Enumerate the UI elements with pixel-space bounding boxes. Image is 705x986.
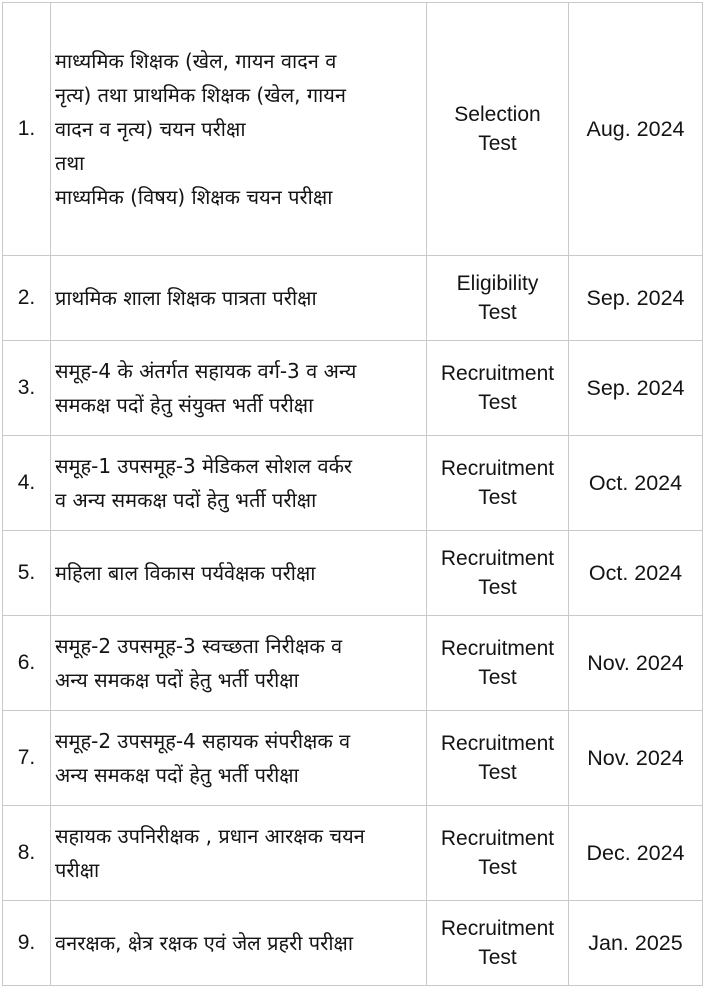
exam-name xyxy=(51,901,427,986)
exam-name xyxy=(51,806,427,901)
exam-type-line: Recruitment xyxy=(440,457,555,480)
exam-name-line: समूह-2 उपसमूह-4 सहायक संपरीक्षक व xyxy=(55,729,351,753)
exam-name xyxy=(51,531,427,616)
exam-date: Sep. 2024 xyxy=(569,256,703,341)
table-row xyxy=(3,711,703,806)
exam-date: Oct. 2024 xyxy=(569,436,703,531)
table-row xyxy=(3,616,703,711)
exam-name-line: व अन्य समकक्ष पदों हेतु भर्ती परीक्षा xyxy=(55,488,317,512)
exam-name-line: वनरक्षक, क्षेत्र रक्षक एवं जेल प्रहरी परीक्षा xyxy=(55,931,354,955)
exam-name-line: समकक्ष पदों हेतु संयुक्त भर्ती परीक्षा xyxy=(55,393,314,417)
exam-name-line: परीक्षा xyxy=(55,858,100,882)
exam-type xyxy=(427,806,569,901)
exam-name-line: वादन व नृत्य) चयन परीक्षा xyxy=(55,117,246,141)
exam-type-line: Test xyxy=(478,486,517,509)
exam-type-line: Test xyxy=(478,761,517,784)
row-number: 3. xyxy=(3,341,51,436)
exam-type-line: Recruitment xyxy=(440,637,555,660)
exam-type xyxy=(427,531,569,616)
exam-name-line: तथा xyxy=(55,151,85,175)
exam-name-line: अन्य समकक्ष पदों हेतु भर्ती परीक्षा xyxy=(55,668,299,692)
table-row xyxy=(3,531,703,616)
exam-name-line: माध्यमिक शिक्षक (खेल, गायन वादन व xyxy=(55,49,337,73)
exam-type-line: Test xyxy=(478,576,517,599)
exam-name-line: नृत्य) तथा प्राथमिक शिक्षक (खेल, गायन xyxy=(55,83,346,107)
exam-name-line: माध्यमिक (विषय) शिक्षक चयन परीक्षा xyxy=(55,185,333,209)
row-number: 2. xyxy=(3,256,51,341)
exam-type xyxy=(427,711,569,806)
exam-type-line: Recruitment xyxy=(440,547,555,570)
exam-name-line: अन्य समकक्ष पदों हेतु भर्ती परीक्षा xyxy=(55,763,299,787)
exam-name xyxy=(51,256,427,341)
exam-type-line: Recruitment xyxy=(440,362,555,385)
row-number: 8. xyxy=(3,806,51,901)
exam-name-line: समूह-2 उपसमूह-3 स्वच्छता निरीक्षक व xyxy=(55,634,343,658)
row-number: 4. xyxy=(3,436,51,531)
exam-type-line: Recruitment xyxy=(440,732,555,755)
exam-type xyxy=(427,901,569,986)
exam-type-line: Eligibility xyxy=(456,272,539,295)
exam-type-line: Test xyxy=(478,391,517,414)
table-row xyxy=(3,436,703,531)
exam-date: Sep. 2024 xyxy=(569,341,703,436)
exam-date: Nov. 2024 xyxy=(569,711,703,806)
exam-name-line: समूह-1 उपसमूह-3 मेडिकल सोशल वर्कर xyxy=(55,454,353,478)
exam-type-line: Test xyxy=(478,946,517,969)
row-number: 9. xyxy=(3,901,51,986)
table-row xyxy=(3,256,703,341)
row-number: 1. xyxy=(3,3,51,256)
exam-type xyxy=(427,436,569,531)
row-number: 7. xyxy=(3,711,51,806)
exam-name xyxy=(51,616,427,711)
exam-date: Jan. 2025 xyxy=(569,901,703,986)
exam-date: Dec. 2024 xyxy=(569,806,703,901)
exam-date: Aug. 2024 xyxy=(569,3,703,256)
exam-date: Oct. 2024 xyxy=(569,531,703,616)
exam-name-line: समूह-4 के अंतर्गत सहायक वर्ग-3 व अन्य xyxy=(55,359,357,383)
exam-name-line: सहायक उपनिरीक्षक , प्रधान आरक्षक चयन xyxy=(55,824,365,848)
exam-type-line: Test xyxy=(478,301,517,324)
exam-date: Nov. 2024 xyxy=(569,616,703,711)
exam-type xyxy=(427,256,569,341)
row-number: 5. xyxy=(3,531,51,616)
table-row xyxy=(3,3,703,256)
exam-name xyxy=(51,341,427,436)
exam-name-line: प्राथमिक शाला शिक्षक पात्रता परीक्षा xyxy=(55,286,317,310)
table-row xyxy=(3,341,703,436)
exam-type xyxy=(427,341,569,436)
exam-name-line: महिला बाल विकास पर्यवेक्षक परीक्षा xyxy=(55,561,316,585)
exam-type xyxy=(427,616,569,711)
exam-name xyxy=(51,436,427,531)
exam-type-line: Test xyxy=(478,856,517,879)
exam-type-line: Test xyxy=(478,132,517,155)
row-number: 6. xyxy=(3,616,51,711)
exam-type-line: Selection xyxy=(454,103,541,126)
exam-name xyxy=(51,711,427,806)
exam-schedule-table xyxy=(2,2,703,986)
exam-name xyxy=(51,3,427,256)
exam-type-line: Test xyxy=(478,666,517,689)
table-row xyxy=(3,901,703,986)
exam-type xyxy=(427,3,569,256)
exam-type-line: Recruitment xyxy=(440,917,555,940)
table-row xyxy=(3,806,703,901)
exam-type-line: Recruitment xyxy=(440,827,555,850)
